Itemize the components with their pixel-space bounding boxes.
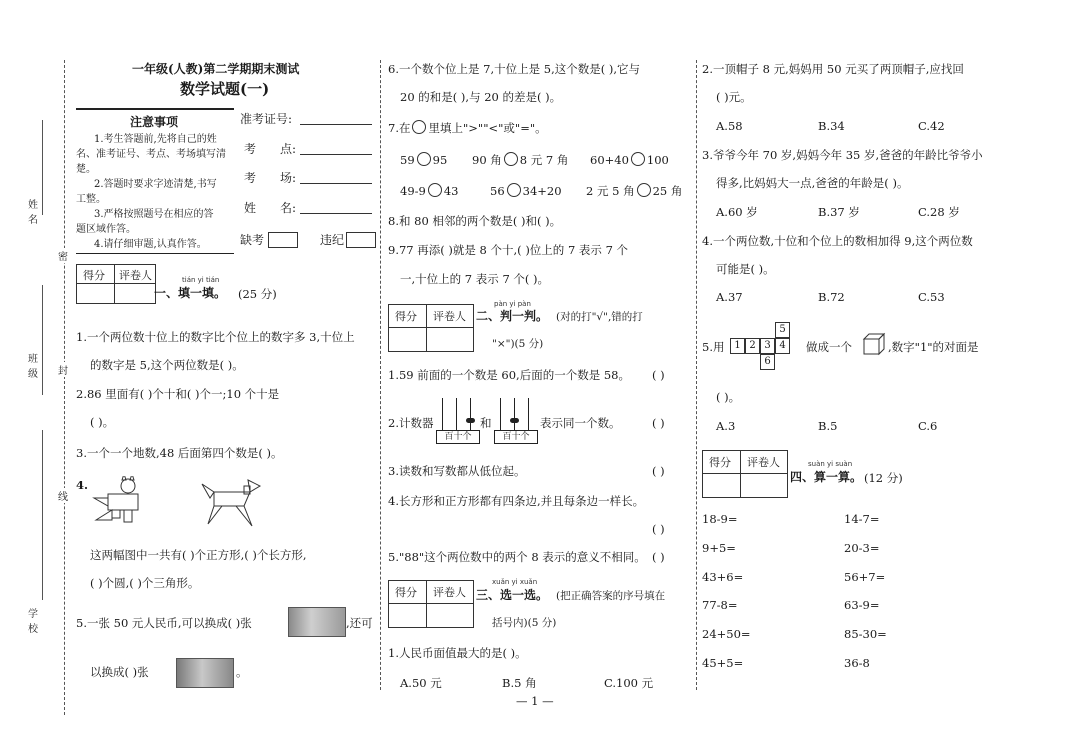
compare-blank[interactable] [428,183,442,197]
q9-line1: 9.77 再添( )就是 8 个十,( )位上的 7 表示 7 个 [388,243,629,257]
score-box-4: 得分 评卷人 [702,450,788,498]
seal-text-1: 密 [58,248,68,263]
section2-note: (对的打"√",错的打 [556,311,643,323]
q2-line2: ( )。 [90,415,115,429]
exam-number-label: 准考证号: [240,112,293,126]
q4-number: 4. [76,478,89,492]
abacus-1: 百十个 [436,398,478,438]
calc-left-4[interactable]: 77-8= [702,598,738,612]
section2-title: 二、判一判。 [476,309,549,323]
q6-line1: 6.一个数个位上是 7,十位上是 5,这个数是( ),它与 [388,62,641,76]
page-number: — 1 — [516,694,554,708]
compare-blank[interactable] [637,183,651,197]
name-label-a: 姓 [244,201,257,215]
choice-3-line2: 得多,比妈妈大一点,爸爸的年龄是( )。 [716,176,909,190]
choice-3-option-b[interactable]: B.37 岁 [818,205,860,219]
seal-text-3: 线 [58,488,68,503]
cube-icon [862,332,886,356]
q1-line2: 的数字是 5,这个两位数是( )。 [90,358,244,372]
judge-5-paren[interactable]: ( ) [652,550,665,564]
tangram-body-rect [108,494,138,510]
section3-note: (把正确答案的序号填在 [556,590,666,602]
q3-text: 3.一个一个地数,48 后面第四个数是( )。 [76,446,283,460]
calc-right-6[interactable]: 36-8 [844,656,870,670]
calc-left-1[interactable]: 18-9= [702,512,738,526]
section2-pinyin: pàn yi pàn [494,300,531,308]
calc-left-2[interactable]: 9+5= [702,541,736,555]
calc-left-3[interactable]: 43+6= [702,570,744,584]
choice-5-option-c[interactable]: C.6 [918,419,938,433]
choice-5-post: ,数字"1"的对面是 [888,340,979,354]
name-label-b: 名: [280,201,297,215]
site-label-a: 考 [244,142,257,156]
score-box-1: 得分 评卷人 [76,264,156,304]
judge-2-pre: 2.计数器 [388,416,434,430]
choice-4-option-b[interactable]: B.72 [818,290,845,304]
judge-4: 4.长方形和正方形都有四条边,并且每条边一样长。 [388,494,645,508]
choice-5-mid: 做成一个 [806,340,852,354]
choice-5-blank: ( )。 [716,390,741,404]
exam-number-field[interactable] [300,124,372,125]
score-box-3: 得分 评卷人 [388,580,474,628]
violation-label: 违纪 [320,233,345,247]
site-field[interactable] [300,154,372,155]
q2-line1: 2.86 里面有( )个十和( )个一;10 个十是 [76,387,280,401]
tangram-ear-right [130,476,134,480]
judge-3-paren[interactable]: ( ) [652,464,665,478]
q5-line1-tail: ,还可 [346,616,373,630]
choice-2-option-b[interactable]: B.34 [818,119,845,133]
abacus-2: 百十个 [494,398,536,438]
q9-line2: 一,十位上的 7 表示 7 个( )。 [400,272,550,286]
site-label-b: 点: [280,142,297,156]
choice-4-option-c[interactable]: C.53 [918,290,945,304]
choice-5-option-a[interactable]: A.3 [716,419,736,433]
section1-title: 一、填一填。 [154,286,227,300]
calc-right-4[interactable]: 63-9= [844,598,880,612]
exam-title: 一年级(人教)第二学期期末测试 [132,62,300,76]
calc-right-1[interactable]: 14-7= [844,512,880,526]
choice-5-pre: 5.用 [702,340,725,354]
choice-2-line1: 2.一顶帽子 8 元,妈妈用 50 元买了两顶帽子,应找回 [702,62,964,76]
cube-net-diagram: 1 2 3 4 5 6 [730,320,802,374]
choice-4-option-a[interactable]: A.37 [716,290,743,304]
calc-right-2[interactable]: 20-3= [844,541,880,555]
class-label: 班级 [28,354,38,380]
tangram-head-circle [121,479,135,493]
judge-2-paren[interactable]: ( ) [652,416,665,430]
choice-1-option-c[interactable]: C.100 元 [604,676,654,690]
tangram-tail-triangle [94,498,108,506]
q1-line1: 1.一个两位数十位上的数字比个位上的数字多 3,十位上 [76,330,355,344]
notice-heading: 注意事项 [130,115,179,129]
section1-pinyin: tián yi tián [182,276,220,284]
q5-line1: 5.一张 50 元人民币,可以换成( )张 [76,616,252,630]
tangram-leg-square [112,510,120,518]
choice-1-option-a[interactable]: A.50 元 [400,676,442,690]
section1-points: (25 分) [238,287,277,301]
judge-4-paren[interactable]: ( ) [652,522,665,536]
absent-box[interactable] [268,232,298,248]
q8-text: 8.和 80 相邻的两个数是( )和( )。 [388,214,562,228]
compare-circle-icon [412,120,426,134]
compare-blank[interactable] [631,152,645,166]
section2-note2: "×")(5 分) [492,338,544,350]
tangram-figure-2 [200,476,266,532]
judge-1: 1.59 前面的一个数是 60,后面的一个数是 58。 [388,368,630,382]
compare-blank[interactable] [504,152,518,166]
choice-1-option-b[interactable]: B.5 角 [502,676,537,690]
banknote-5-yuan-image [176,658,234,688]
q7-text: 7.在 里填上">""<"或"="。 [388,121,547,135]
room-label-a: 考 [244,171,257,185]
choice-3-option-a[interactable]: A.60 岁 [716,205,758,219]
judge-5: 5."88"这个两位数中的两个 8 表示的意义不相同。 [388,550,646,564]
section3-title: 三、选一选。 [476,588,549,602]
choice-4-line1: 4.一个两位数,十位和个位上的数相加得 9,这个两位数 [702,234,973,248]
calc-right-3[interactable]: 56+7= [844,570,886,584]
section4-points: (12 分) [864,471,903,485]
score-box-2: 得分 评卷人 [388,304,474,352]
compare-blank[interactable] [507,183,521,197]
judge-2-mid: 和 [480,416,492,430]
choice-4-line2: 可能是( )。 [716,262,775,276]
compare-row-2c: 2 元 5 角 25 角 [586,184,683,198]
choice-2-option-c[interactable]: C.42 [918,119,945,133]
exam-subtitle: 数学试题(一) [180,80,270,98]
judge-1-paren[interactable]: ( ) [652,368,665,382]
q4-line2: ( )个圆,( )个三角形。 [90,576,200,590]
judge-3: 3.读数和写数都从低位起。 [388,464,526,478]
tangram-leg-square-2 [124,510,132,522]
choice-3-option-c[interactable]: C.28 岁 [918,205,960,219]
school-label: 学校 [28,609,38,635]
section3-note2: 括号内)(5 分) [492,617,557,629]
calc-right-5[interactable]: 85-30= [844,627,887,641]
calc-left-5[interactable]: 24+50= [702,627,751,641]
choice-3-line1: 3.爷爷今年 70 岁,妈妈今年 35 岁,爸爸的年龄比爷爷小 [702,148,983,162]
q5-line2-tail: 。 [236,665,248,679]
choice-1: 1.人民币面值最大的是( )。 [388,646,527,660]
tangram-tail-triangle-2 [202,484,214,498]
judge-2-post: 表示同一个数。 [540,416,621,430]
section3-pinyin: xuǎn yi xuǎn [492,578,538,586]
compare-row-1c: 60+40 100 [590,153,669,167]
name-label: 姓名 [28,200,38,226]
absent-label: 缺考 [240,233,265,247]
violation-box[interactable] [346,232,376,248]
q5-line2: 以换成( )张 [90,665,149,679]
q4-line1: 这两幅图中一共有( )个正方形,( )个长方形, [90,548,307,562]
compare-row-2: 49-9 43 [400,184,459,198]
compare-row-1b: 90 角 8 元 7 角 [472,153,569,167]
tangram-foot-triangle [96,510,112,520]
choice-2-line2: ( )元。 [716,90,752,104]
compare-row-1: 59 95 [400,153,448,167]
notice-list: 1.考生答题前,先将自己的姓 名、准考证号、考点、考场填写清楚。 2.答题时要求字迹清楚,书写 工整。 3.严格按照题号在相应的答 题区域作答。 4.请仔细审题,认真作答。 [76,134,226,250]
choice-5-option-b[interactable]: B.5 [818,419,838,433]
name-field[interactable] [300,213,372,214]
compare-row-2b: 56 34+20 [490,184,562,198]
compare-blank[interactable] [417,152,431,166]
calc-left-6[interactable]: 45+5= [702,656,744,670]
room-field[interactable] [300,183,372,184]
q6-line2: 20 的和是( ),与 20 的差是( )。 [400,90,562,104]
seal-text-2: 封 [58,362,68,377]
section4-pinyin: suàn yi suàn [808,460,853,468]
banknote-10-yuan-image [288,607,346,637]
choice-2-option-a[interactable]: A.58 [716,119,743,133]
tangram-leg-triangle-2 [236,506,252,526]
section4-title: 四、算一算。 [790,470,863,484]
tangram-leg-triangle-1 [208,506,222,524]
tangram-ear-left [122,476,126,480]
room-label-b: 场: [280,171,297,185]
tangram-figure-1 [90,476,150,528]
